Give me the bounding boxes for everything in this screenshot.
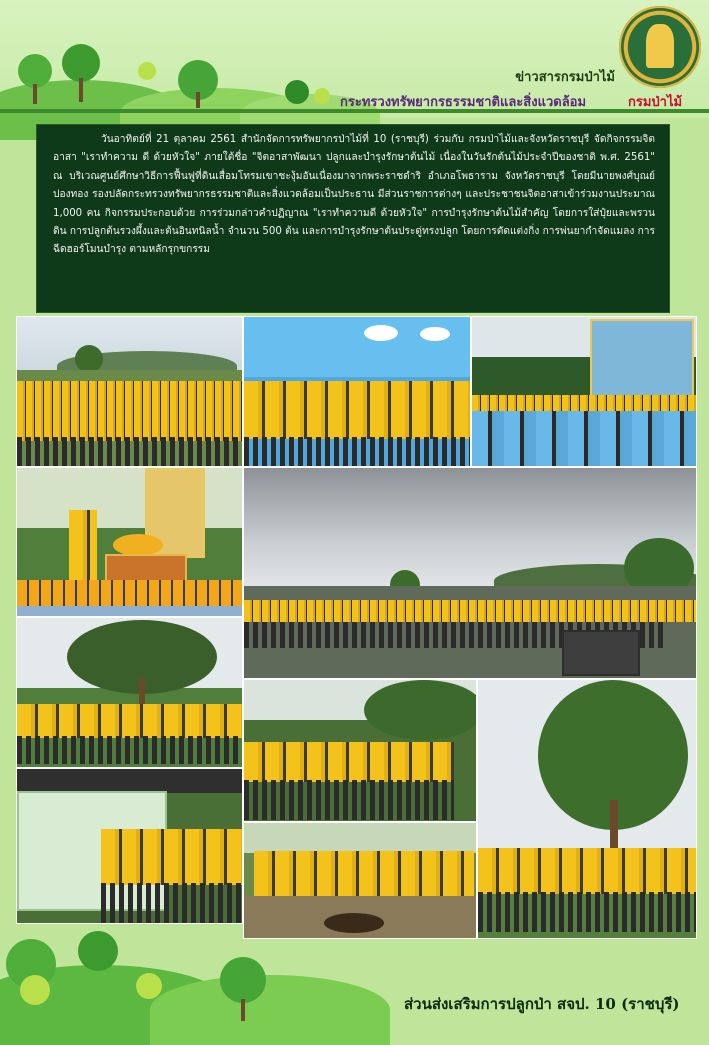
tree-trunk — [33, 84, 37, 104]
tree-icon — [20, 975, 50, 1005]
royal-forest-department-logo — [619, 6, 701, 88]
article-body: วันอาทิตย์ที่ 21 ตุลาคม 2561 สำนักจัดการทรัพยากรป่าไม้ที่ 10 (ราชบุรี) ร่วมกับ กรมป่าไม้และจังหวัดราชบุรี จัดกิจกรรมจิตอาสา "เราทำความ ดี ด้วยหัวใจ" ภายใต้ชื่อ "จิตอาสาพัฒนา ปลูกและบำรุงรักษาต้นไม้ เนื่องในวันรักต้นไม้ประจำปีของชาติ พ.ศ. 2561" ณ บริเวณศูนย์ศึกษาวิธีการฟื้นฟูที่ดินเสื่อมโทรมเขาชะงุ้มอันเนื่องมาจากพระราชดำริ อำเภอโพธาราม จังหวัดราชบุรี โดยมีนายพงศ์บุณย์ ปองทอง รองปลัดกระทรวงทรัพยากรธรรมชาติและสิ่งแวดล้อมเป็นประธาน มีส่วนราชการต่างๆ และประชาชนจิตอาสาเข้าร่วมงานประมาณ 1,000 คน กิจกรรมประกอบด้วย การร่วมกล่าวคำปฏิญาณ "เราทำความดี ด้วยหัวใจ" การบำรุงรักษาต้นไม้สำคัญ โดยการใส่ปุ๋ยและพรวนดิน การปลูกต้นรวงผึ้งและต้นอินทนิลน้ำ จำนวน 500 ต้น และการบำรุงรักษาต้นประดู่ทรงปลูก โดยการตัดแต่งกิ่ง การพ่นยากำจัดแมลง การฉีดฮอร์โมนบำรุง ตามหลักรุกขกรรม — [53, 134, 655, 256]
tree-trunk — [196, 92, 200, 108]
hill-decoration — [150, 975, 390, 1045]
tree-trunk — [241, 999, 245, 1021]
article-textbox — [36, 124, 670, 313]
photo-officials-row — [243, 679, 477, 822]
tree-icon — [18, 54, 52, 88]
photo-big-tree-group — [477, 679, 697, 939]
photo-offering-altar — [16, 467, 243, 617]
department-name: กรมป่าไม้ — [628, 95, 683, 110]
photo-exhibition-booth — [16, 768, 243, 924]
footer-credit: ส่วนส่งเสริมการปลูกป่า สจป. 10 (ราชบุรี) — [404, 995, 680, 1013]
photo-wide-field-rain — [243, 467, 697, 679]
tree-icon — [138, 62, 156, 80]
photo-stage-pledge — [243, 316, 471, 467]
photo-planting-kneel — [243, 822, 477, 939]
tree-trunk — [79, 78, 83, 102]
tree-icon — [78, 931, 118, 971]
logo-emblem-figure — [646, 24, 674, 68]
tree-icon — [220, 957, 266, 1003]
photo-crowd-field — [16, 316, 243, 467]
news-label: ข่าวสารกรมป่าไม้ — [515, 70, 615, 85]
page-header — [0, 0, 709, 118]
tree-icon — [136, 973, 162, 999]
tree-icon — [62, 44, 100, 82]
photo-group-tree — [16, 617, 243, 768]
tree-icon — [285, 80, 309, 104]
photo-portrait-ceremony — [471, 316, 697, 467]
ministry-name: กระทรวงทรัพยากรธรรมชาติและสิ่งแวดล้อม — [340, 95, 587, 110]
tree-icon — [314, 88, 330, 104]
